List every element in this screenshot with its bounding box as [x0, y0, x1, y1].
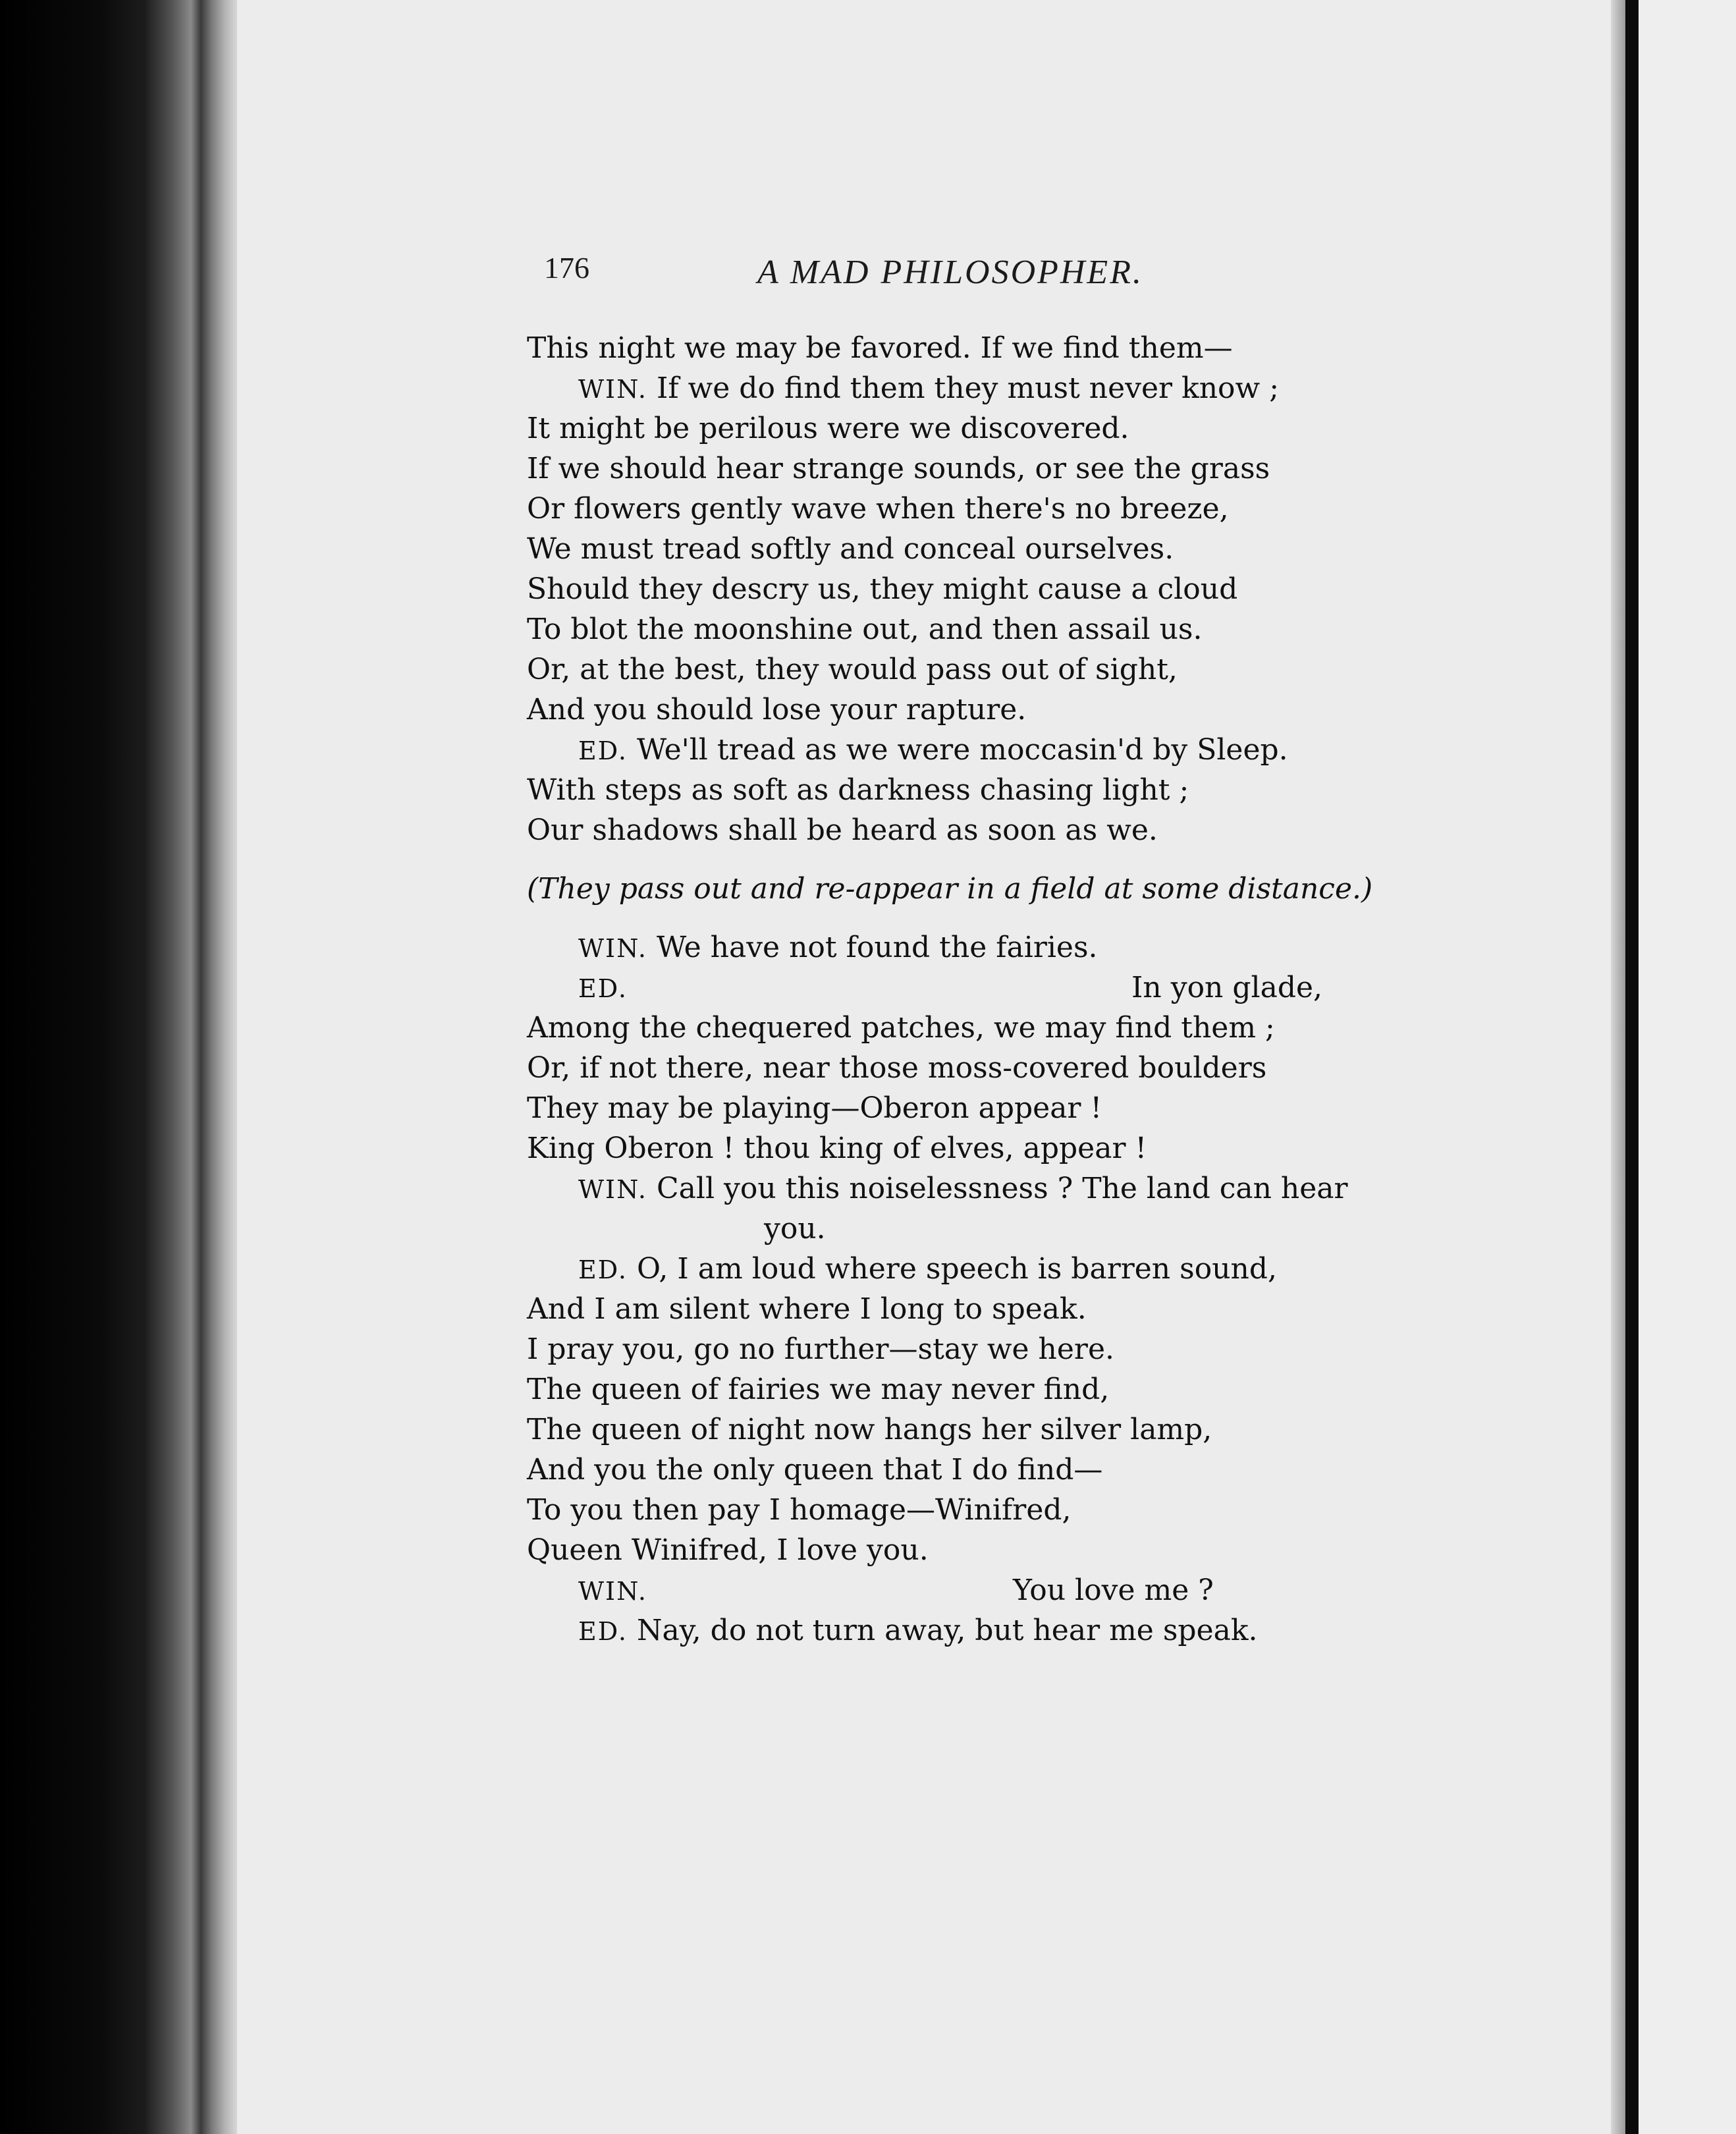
- verse-line: [527, 1329, 1436, 1369]
- verse-line: [527, 1128, 1436, 1168]
- verse-text: Our shadows shall be heard as soon as we.: [527, 813, 1158, 847]
- verse-text: The queen of fairies we may never find,: [527, 1373, 1110, 1406]
- verse-text: And I am silent where I long to speak.: [527, 1292, 1087, 1326]
- verse-line: [527, 1409, 1436, 1450]
- verse-text: If we do find them they must never know ;: [656, 371, 1280, 405]
- page-edge-shadow: [1611, 0, 1625, 2134]
- verse-text: Or, at the best, they would pass out of sight,: [527, 653, 1178, 686]
- verse-text: Among the chequered patches, we may find them ;: [527, 1011, 1275, 1045]
- speaker-name: ED.: [578, 1617, 628, 1646]
- speaker-name: WIN.: [578, 1577, 647, 1606]
- verse-line: [527, 1450, 1436, 1490]
- running-title: A MAD PHILOSOPHER.: [757, 254, 1143, 291]
- verse-line: [527, 408, 1436, 449]
- dialogue-line: [527, 968, 1436, 1008]
- verse-line: [527, 770, 1436, 810]
- verse-text: They may be playing—Oberon appear !: [527, 1091, 1102, 1125]
- play-text: [527, 328, 1436, 1651]
- verse-text: We have not found the fairies.: [656, 931, 1098, 964]
- facing-page-edge: [1639, 0, 1736, 2134]
- verse-line: [527, 489, 1436, 529]
- verse-text: We'll tread as we were moccasin'd by Sleep.: [636, 733, 1288, 767]
- verse-line: [527, 1088, 1436, 1128]
- verse-text: King Oberon ! thou king of elves, appear !: [527, 1132, 1147, 1165]
- verse-line: [527, 449, 1436, 489]
- verse-line: [527, 649, 1436, 690]
- speaker-name: ED.: [578, 974, 628, 1003]
- verse-text: We must tread softly and conceal ourselves.: [527, 532, 1174, 566]
- verse-line: [527, 810, 1436, 850]
- page-number: 176: [544, 251, 589, 285]
- verse-text: If we should hear strange sounds, or see the grass: [527, 452, 1270, 485]
- speaker-name: ED.: [578, 736, 628, 765]
- verse-text: It might be perilous were we discovered.: [527, 412, 1129, 445]
- verse-text: O, I am loud where speech is barren sound,: [636, 1252, 1278, 1286]
- verse-line: [527, 328, 1436, 368]
- speaker-name: ED.: [578, 1255, 628, 1284]
- verse-text: And you should lose your rapture.: [527, 693, 1027, 726]
- verse-text: Nay, do not turn away, but hear me speak.: [636, 1614, 1258, 1647]
- verse-text: Or flowers gently wave when there's no breeze,: [527, 492, 1229, 526]
- verse-text: To blot the moonshine out, and then assail us.: [527, 613, 1203, 646]
- verse-text: Call you this noiselessness ? The land can hear: [656, 1172, 1348, 1205]
- verse-line: [527, 1008, 1436, 1048]
- verse-text: This night we may be favored. If we find them—: [527, 331, 1233, 365]
- speaker-name: WIN.: [578, 1175, 647, 1204]
- stage-direction: (They pass out and re-appear in a field at some distance.): [527, 872, 1373, 906]
- verse-line: [527, 569, 1436, 609]
- speaker-name: WIN.: [578, 934, 647, 963]
- verse-line: [527, 529, 1436, 569]
- verse-text: With steps as soft as darkness chasing light ;: [527, 773, 1189, 807]
- verse-line: [527, 1369, 1436, 1409]
- verse-line: [527, 1048, 1436, 1088]
- verse-text: Or, if not there, near those moss-covered boulders: [527, 1051, 1267, 1085]
- verse-line: [527, 690, 1436, 730]
- verse-continuation: [527, 1209, 1436, 1249]
- verse-text: To you then pay I homage—Winifred,: [527, 1493, 1071, 1527]
- verse-text: you.: [764, 1212, 826, 1245]
- book-gutter: [0, 0, 237, 2134]
- dialogue-line: [527, 368, 1436, 408]
- verse-line: [527, 1289, 1436, 1329]
- verse-text: In yon glade,: [1131, 971, 1323, 1004]
- dialogue-line: [527, 1570, 1436, 1610]
- verse-text: Queen Winifred, I love you.: [527, 1533, 929, 1567]
- speaker-name: WIN.: [578, 375, 647, 404]
- verse-text: I pray you, go no further—stay we here.: [527, 1332, 1114, 1366]
- verse-text: And you the only queen that I do find—: [527, 1453, 1103, 1487]
- verse-line: [527, 1490, 1436, 1530]
- dialogue-line: [527, 1610, 1436, 1651]
- dialogue-line: [527, 730, 1436, 770]
- page-border: [1625, 0, 1639, 2134]
- dialogue-line: [527, 1168, 1436, 1209]
- verse-text: You love me ?: [1013, 1573, 1214, 1607]
- verse-text: Should they descry us, they might cause a cloud: [527, 572, 1238, 606]
- dialogue-line: [527, 927, 1436, 968]
- verse-line: [527, 1530, 1436, 1570]
- verse-text: The queen of night now hangs her silver lamp,: [527, 1413, 1212, 1446]
- verse-line: [527, 609, 1436, 649]
- dialogue-line: [527, 1249, 1436, 1289]
